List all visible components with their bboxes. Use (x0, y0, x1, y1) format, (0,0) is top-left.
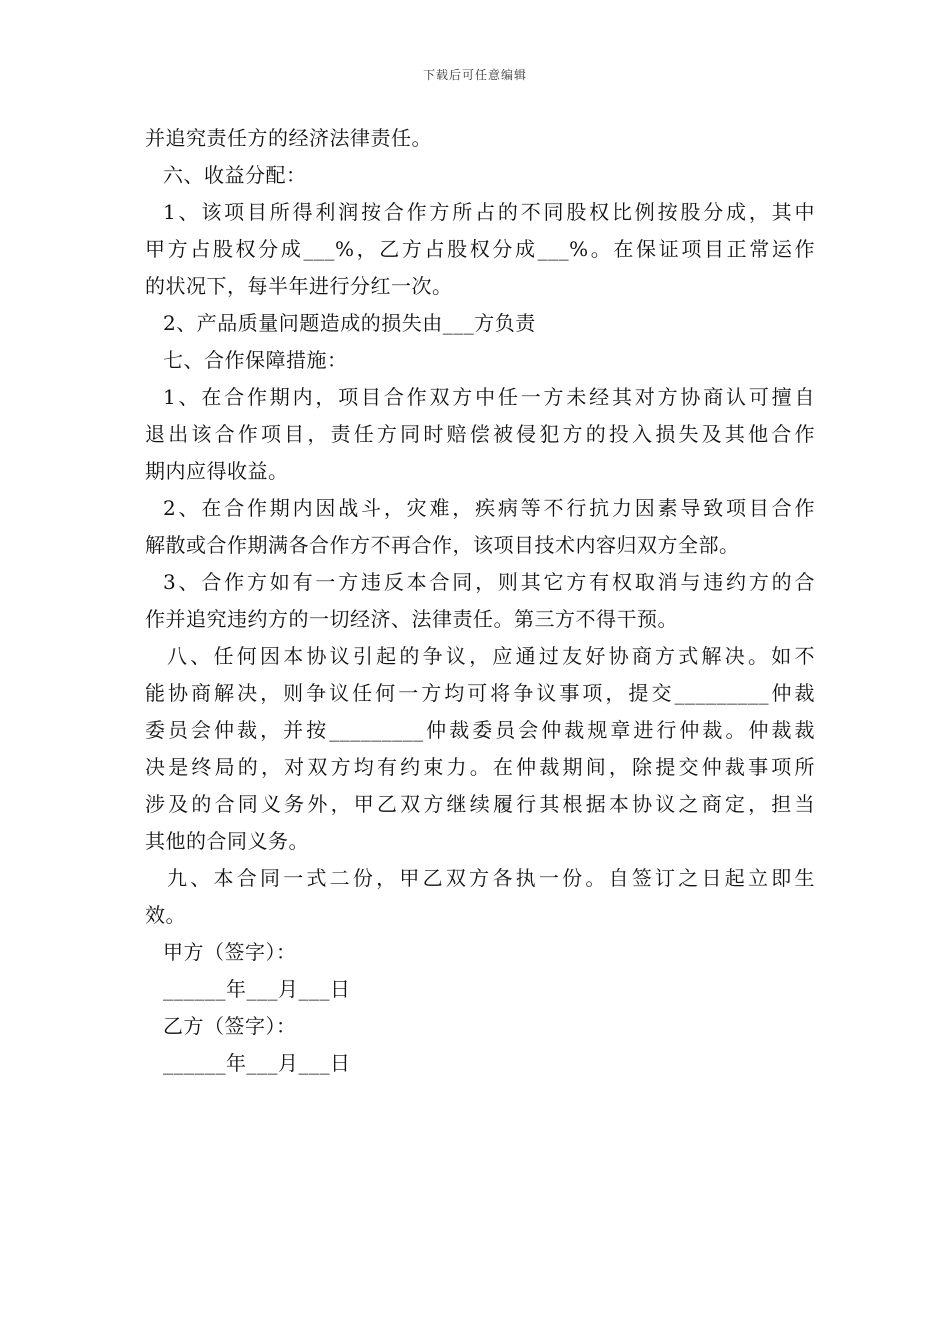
page-header: 下载后可任意编辑 (422, 68, 527, 82)
document-line: 八、任何因本协议引起的争议，应通过友好协商方式解决。如不 (167, 644, 815, 668)
document-line: 退出该合作项目，责任方同时赔偿被侵犯方的投入损失及其他合作 (145, 422, 815, 446)
document-line: 作并追究违约方的一切经济、法律责任。第三方不得干预。 (145, 607, 678, 631)
document-line: 决是终局的，对双方均有约束力。在仲裁期间，除提交仲裁事项所 (145, 755, 815, 779)
document-line: 3、合作方如有一方违反本合同，则其它方有权取消与违约方的合 (163, 570, 815, 594)
document-line: 七、合作保障措施： (163, 348, 348, 372)
document-line: 甲方（签字）： (163, 940, 297, 964)
document-line: 六、收益分配： (163, 163, 307, 187)
document-line: 2、在合作期内因战斗，灾难，疾病等不行抗力因素导致项目合作 (163, 496, 815, 520)
document-line: 乙方（签字）： (163, 1014, 297, 1038)
document-line: 委员会仲裁，并按_________仲裁委员会仲裁规章进行仲裁。仲裁裁 (145, 718, 815, 742)
document-line: 九、本合同一式二份，甲乙双方各执一份。自签订之日起立即生 (167, 866, 815, 890)
document-body (145, 120, 815, 1082)
document-line: 的状况下，每半年进行分红一次。 (145, 274, 453, 298)
document-line: 1、在合作期内，项目合作双方中任一方未经其对方协商认可擅自 (163, 385, 815, 409)
document-line: 并追究责任方的经济法律责任。 (145, 126, 432, 150)
document-line: ______年___月___日 (163, 977, 351, 1001)
document-line: 2、产品质量问题造成的损失由___方负责 (163, 311, 536, 335)
document-line: 1、该项目所得利润按合作方所占的不同股权比例按股分成，其中 (163, 200, 815, 224)
document-line: 解散或合作期满各合作方不再合作，该项目技术内容归双方全部。 (145, 533, 740, 557)
document-line: ______年___月___日 (163, 1051, 351, 1075)
document-line: 其他的合同义务。 (145, 829, 309, 853)
document-line: 能协商解决，则争议任何一方均可将争议事项，提交_________仲裁 (145, 681, 815, 705)
document-line: 效。 (145, 903, 186, 927)
document-line: 甲方占股权分成___%，乙方占股权分成___%。在保证项目正常运作 (145, 237, 815, 261)
document-line: 期内应得收益。 (145, 459, 289, 483)
document-line: 涉及的合同义务外，甲乙双方继续履行其根据本协议之商定，担当 (145, 792, 815, 816)
